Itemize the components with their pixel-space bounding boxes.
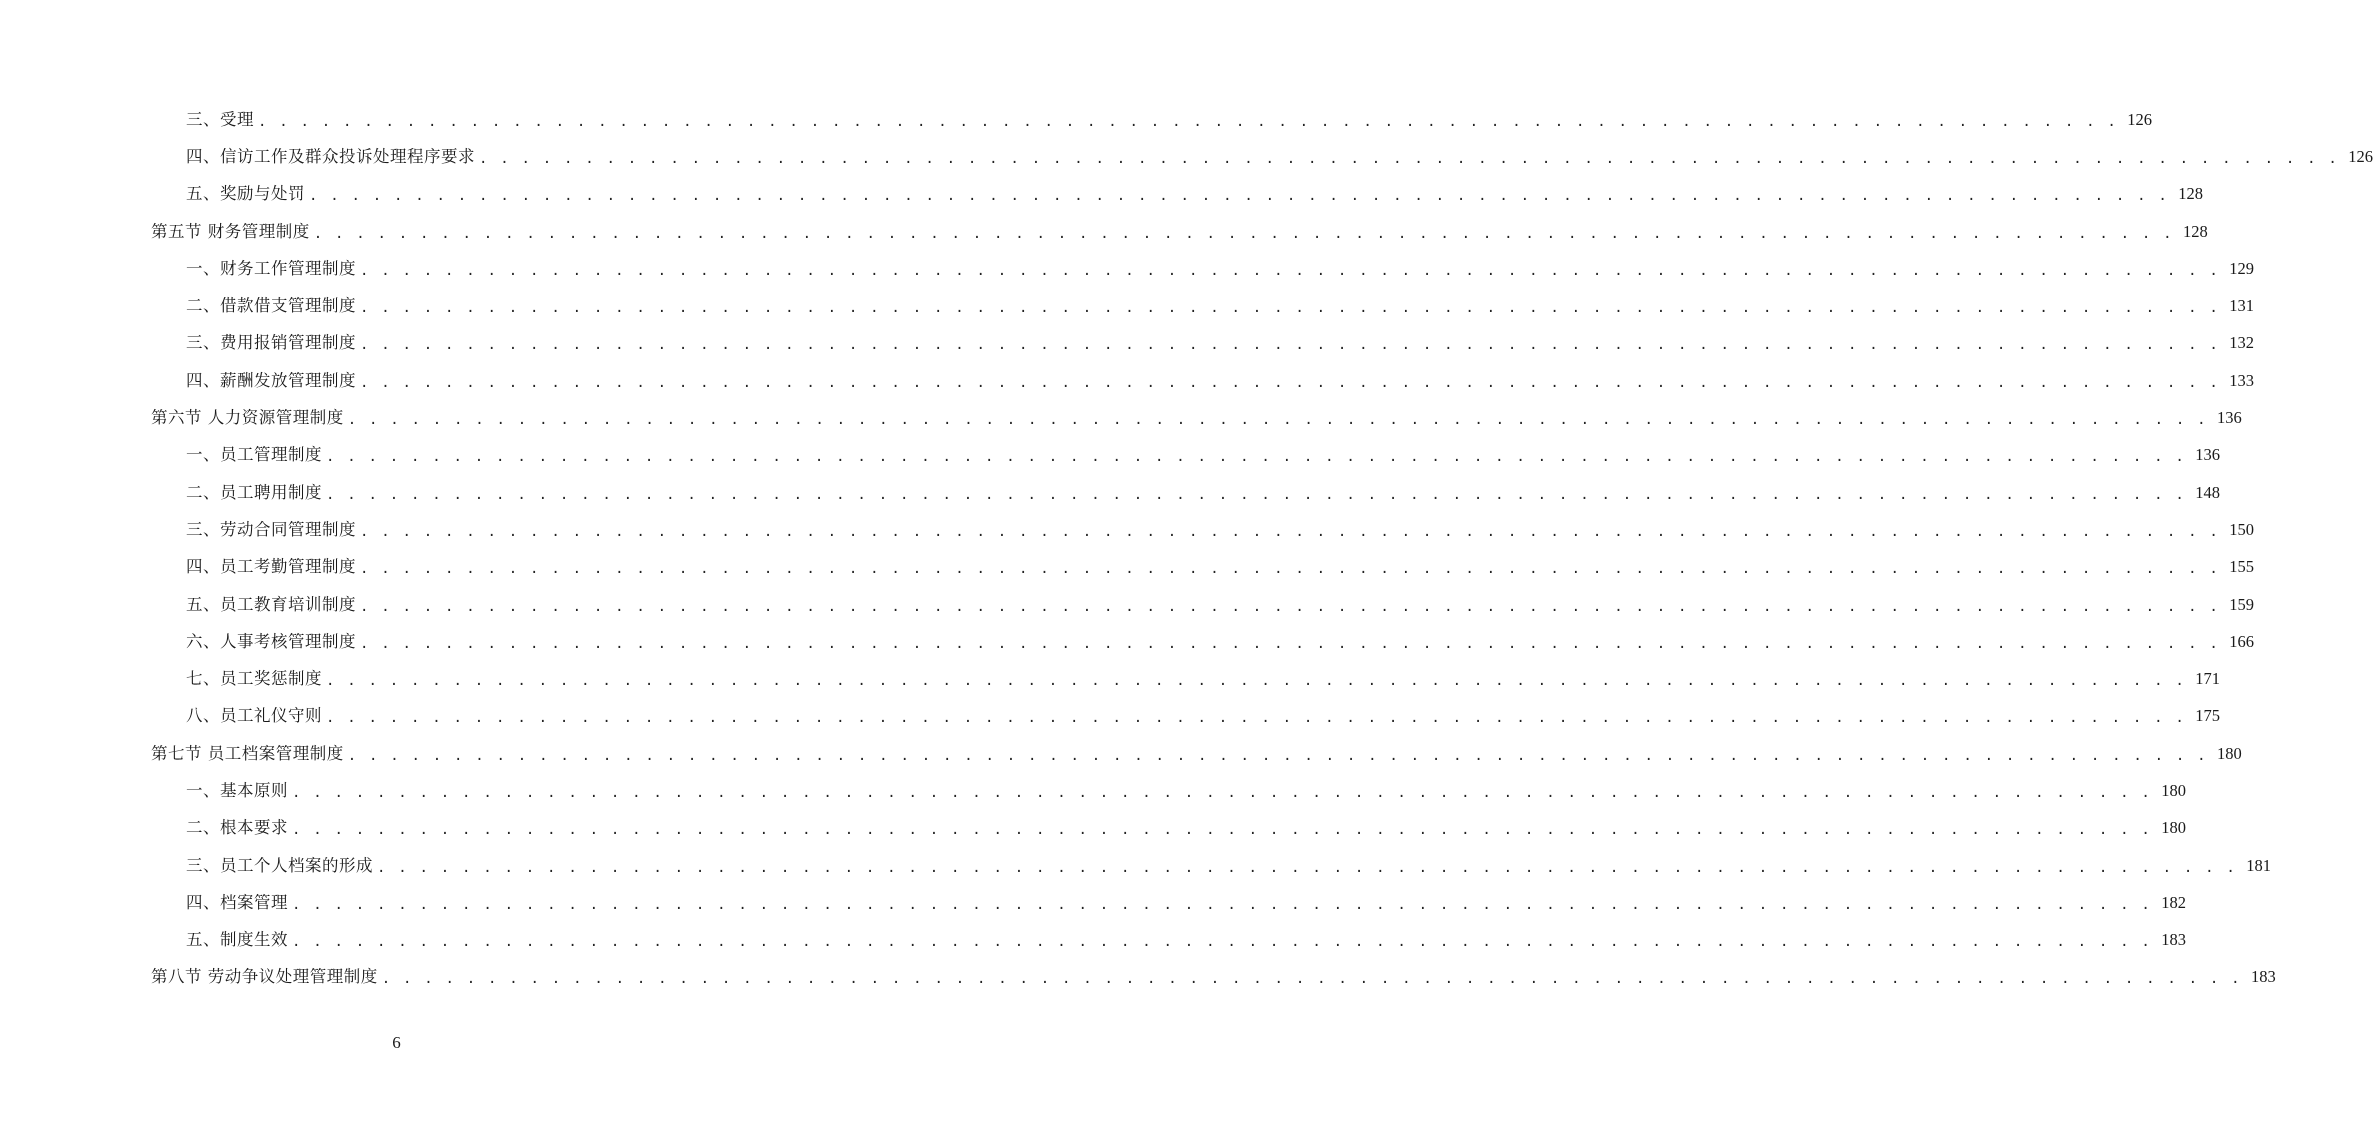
toc-entry-page: 182 xyxy=(2161,892,2187,912)
toc-entry-row[interactable] xyxy=(0,660,2221,697)
dot-leader: . . . . . . . . . . . . . . . . . . . . . . . . . . . . . . . . . . . . . . . . . . . . . . . . . . . . . . . . . . . . . . . . . . . . . . . . . . . . . . . . . . . . . . . . xyxy=(360,300,2221,317)
dot-leader: . . . . . . . . . . . . . . . . . . . . . . . . . . . . . . . . . . . . . . . . . . . . . . . . . . . . . . . . . . . . . . . . . . . . . . . . . . . . . . . . . . . . . . . . xyxy=(258,113,2119,130)
toc-entry-page: 175 xyxy=(2195,706,2221,726)
toc-entry-page: 180 xyxy=(2161,818,2187,838)
toc-entry-page: 131 xyxy=(2229,296,2255,316)
toc-entry-title: 二、员工聘用制度 xyxy=(186,482,322,502)
toc-entry-row[interactable] xyxy=(0,511,2255,548)
toc-entry-title: 四、档案管理 xyxy=(186,892,288,912)
toc-entry-page: 159 xyxy=(2229,594,2255,614)
dot-leader: . . . . . . . . . . . . . . . . . . . . . . . . . . . . . . . . . . . . . . . . . . . . . . . . . . . . . . . . . . . . . . . . . . . . . . . . . . . . . . . . . . . . . . . . xyxy=(360,598,2221,615)
dot-leader: . . . . . . . . . . . . . . . . . . . . . . . . . . . . . . . . . . . . . . . . . . . . . . . . . . . . . . . . . . . . . . . . . . . . . . . . . . . . . . . . . . . . . . . . xyxy=(326,710,2187,727)
toc-entry-title: 八、员工礼仪守则 xyxy=(186,706,322,726)
toc-entry-title: 五、员工教育培训制度 xyxy=(186,594,356,614)
table-of-contents xyxy=(0,101,2373,996)
dot-leader: . . . . . . . . . . . . . . . . . . . . . . . . . . . . . . . . . . . . . . . . . . . . . . . . . . . . . . . . . . . . . . . . . . . . . . . . . . . . . . . . . . . . . . . . xyxy=(377,859,2238,876)
dot-leader: . . . . . . . . . . . . . . . . . . . . . . . . . . . . . . . . . . . . . . . . . . . . . . . . . . . . . . . . . . . . . . . . . . . . . . . . . . . . . . . . . . . . . . . . xyxy=(326,486,2187,503)
toc-entry-row[interactable] xyxy=(0,549,2255,586)
toc-entry-title: 三、劳动合同管理制度 xyxy=(186,519,356,539)
dot-leader: . . . . . . . . . . . . . . . . . . . . . . . . . . . . . . . . . . . . . . . . . . . . . . . . . . . . . . . . . . . . . . . . . . . . . . . . . . . . . . . . . . . . . . . . xyxy=(292,934,2153,951)
toc-entry-row[interactable] xyxy=(0,474,2221,511)
toc-entry-page: 126 xyxy=(2127,109,2153,129)
toc-entry-page: 150 xyxy=(2229,519,2255,539)
toc-entry-page: 132 xyxy=(2229,333,2255,353)
toc-entry-page: 136 xyxy=(2195,445,2221,465)
toc-section-row[interactable] xyxy=(0,213,2208,250)
toc-entry-page: 180 xyxy=(2161,780,2187,800)
toc-entry-title: 六、人事考核管理制度 xyxy=(186,631,356,651)
dot-leader: . . . . . . . . . . . . . . . . . . . . . . . . . . . . . . . . . . . . . . . . . . . . . . . . . . . . . . . . . . . . . . . . . . . . . . . . . . . . . . . . . . . . . . . . xyxy=(360,374,2221,391)
dot-leader: . . . . . . . . . . . . . . . . . . . . . . . . . . . . . . . . . . . . . . . . . . . . . . . . . . . . . . . . . . . . . . . . . . . . . . . . . . . . . . . . . . . . . . . . xyxy=(292,822,2153,839)
toc-entry-row[interactable] xyxy=(0,101,2153,138)
toc-entry-page: 129 xyxy=(2229,258,2255,278)
toc-entry-page: 128 xyxy=(2183,221,2208,241)
toc-entry-row[interactable] xyxy=(0,437,2221,474)
toc-entry-row[interactable] xyxy=(0,623,2255,660)
toc-entry-title: 一、基本原则 xyxy=(186,780,288,800)
dot-leader: . . . . . . . . . . . . . . . . . . . . . . . . . . . . . . . . . . . . . . . . . . . . . . . . . . . . . . . . . . . . . . . . . . . . . . . . . . . . . . . . . . . . . . . . xyxy=(347,747,2208,764)
toc-entry-page: 183 xyxy=(2251,967,2276,987)
toc-entry-title: 一、员工管理制度 xyxy=(186,445,322,465)
dot-leader: . . . . . . . . . . . . . . . . . . . . . . . . . . . . . . . . . . . . . . . . . . . . . . . . . . . . . . . . . . . . . . . . . . . . . . . . . . . . . . . . . . . . . . . . xyxy=(360,262,2221,279)
toc-entry-title: 五、制度生效 xyxy=(186,930,288,950)
toc-section-row[interactable] xyxy=(0,959,2276,996)
toc-entry-row[interactable] xyxy=(0,884,2187,921)
toc-entry-page: 166 xyxy=(2229,631,2255,651)
toc-section-row[interactable] xyxy=(0,735,2242,772)
toc-entry-page: 126 xyxy=(2348,146,2373,166)
toc-entry-title: 四、信访工作及群众投诉处理程序要求 xyxy=(186,146,475,166)
toc-entry-page: 133 xyxy=(2229,370,2255,390)
page-number: 6 xyxy=(392,1033,401,1052)
toc-entry-row[interactable] xyxy=(0,847,2272,884)
toc-entry-page: 180 xyxy=(2217,743,2242,763)
toc-entry-title: 四、员工考勤管理制度 xyxy=(186,557,356,577)
dot-leader: . . . . . . . . . . . . . . . . . . . . . . . . . . . . . . . . . . . . . . . . . . . . . . . . . . . . . . . . . . . . . . . . . . . . . . . . . . . . . . . . . . . . . . . . xyxy=(292,784,2153,801)
toc-entry-title: 第五节 财务管理制度 xyxy=(151,221,310,241)
toc-entry-row[interactable] xyxy=(0,586,2255,623)
toc-entry-title: 二、根本要求 xyxy=(186,818,288,838)
toc-entry-title: 四、薪酬发放管理制度 xyxy=(186,370,356,390)
dot-leader: . . . . . . . . . . . . . . . . . . . . . . . . . . . . . . . . . . . . . . . . . . . . . . . . . . . . . . . . . . . . . . . . . . . . . . . . . . . . . . . . . . . . . . . . xyxy=(313,225,2174,242)
toc-entry-row[interactable] xyxy=(0,287,2255,324)
toc-entry-row[interactable] xyxy=(0,325,2255,362)
toc-entry-page: 128 xyxy=(2178,184,2204,204)
toc-entry-row[interactable] xyxy=(0,250,2255,287)
toc-entry-title: 第八节 劳动争议处理管理制度 xyxy=(151,967,378,987)
dot-leader: . . . . . . . . . . . . . . . . . . . . . . . . . . . . . . . . . . . . . . . . . . . . . . . . . . . . . . . . . . . . . . . . . . . . . . . . . . . . . . . . . . . . . . . . xyxy=(360,635,2221,652)
toc-entry-title: 第七节 员工档案管理制度 xyxy=(151,743,344,763)
dot-leader: . . . . . . . . . . . . . . . . . . . . . . . . . . . . . . . . . . . . . . . . . . . . . . . . . . . . . . . . . . . . . . . . . . . . . . . . . . . . . . . . . . . . . . . . xyxy=(309,188,2170,205)
toc-entry-title: 第六节 人力资源管理制度 xyxy=(151,408,344,428)
toc-entry-page: 148 xyxy=(2195,482,2221,502)
toc-entry-page: 183 xyxy=(2161,930,2187,950)
toc-entry-page: 171 xyxy=(2195,669,2221,689)
toc-entry-title: 一、财务工作管理制度 xyxy=(186,258,356,278)
toc-entry-page: 136 xyxy=(2217,408,2242,428)
toc-entry-row[interactable] xyxy=(0,772,2187,809)
dot-leader: . . . . . . . . . . . . . . . . . . . . . . . . . . . . . . . . . . . . . . . . . . . . . . . . . . . . . . . . . . . . . . . . . . . . . . . . . . . . . . . . . . . . . . . . xyxy=(360,337,2221,354)
toc-entry-row[interactable] xyxy=(0,138,2373,175)
toc-entry-row[interactable] xyxy=(0,698,2221,735)
toc-entry-title: 三、费用报销管理制度 xyxy=(186,333,356,353)
toc-entry-title: 五、奖励与处罚 xyxy=(186,184,305,204)
toc-entry-row[interactable] xyxy=(0,922,2187,959)
dot-leader: . . . . . . . . . . . . . . . . . . . . . . . . . . . . . . . . . . . . . . . . . . . . . . . . . . . . . . . . . . . . . . . . . . . . . . . . . . . . . . . . . . . . . . . . xyxy=(326,673,2187,690)
toc-entry-page: 155 xyxy=(2229,557,2255,577)
dot-leader: . . . . . . . . . . . . . . . . . . . . . . . . . . . . . . . . . . . . . . . . . . . . . . . . . . . . . . . . . . . . . . . . . . . . . . . . . . . . . . . . . . . . . . . . xyxy=(360,523,2221,540)
toc-entry-page: 181 xyxy=(2246,855,2272,875)
toc-entry-row[interactable] xyxy=(0,176,2204,213)
toc-entry-title: 三、员工个人档案的形成 xyxy=(186,855,373,875)
dot-leader: . . . . . . . . . . . . . . . . . . . . . . . . . . . . . . . . . . . . . . . . . . . . . . . . . . . . . . . . . . . . . . . . . . . . . . . . . . . . . . . . . . . . . . . . xyxy=(479,150,2340,167)
toc-entry-row[interactable] xyxy=(0,362,2255,399)
dot-leader: . . . . . . . . . . . . . . . . . . . . . . . . . . . . . . . . . . . . . . . . . . . . . . . . . . . . . . . . . . . . . . . . . . . . . . . . . . . . . . . . . . . . . . . . xyxy=(360,561,2221,578)
dot-leader: . . . . . . . . . . . . . . . . . . . . . . . . . . . . . . . . . . . . . . . . . . . . . . . . . . . . . . . . . . . . . . . . . . . . . . . . . . . . . . . . . . . . . . . . xyxy=(326,449,2187,466)
dot-leader: . . . . . . . . . . . . . . . . . . . . . . . . . . . . . . . . . . . . . . . . . . . . . . . . . . . . . . . . . . . . . . . . . . . . . . . . . . . . . . . . . . . . . . . . xyxy=(381,971,2242,988)
toc-entry-row[interactable] xyxy=(0,810,2187,847)
dot-leader: . . . . . . . . . . . . . . . . . . . . . . . . . . . . . . . . . . . . . . . . . . . . . . . . . . . . . . . . . . . . . . . . . . . . . . . . . . . . . . . . . . . . . . . . xyxy=(292,896,2153,913)
toc-entry-title: 二、借款借支管理制度 xyxy=(186,296,356,316)
toc-section-row[interactable] xyxy=(0,399,2242,436)
toc-entry-title: 七、员工奖惩制度 xyxy=(186,669,322,689)
toc-entry-title: 三、受理 xyxy=(186,109,254,129)
dot-leader: . . . . . . . . . . . . . . . . . . . . . . . . . . . . . . . . . . . . . . . . . . . . . . . . . . . . . . . . . . . . . . . . . . . . . . . . . . . . . . . . . . . . . . . . xyxy=(347,412,2208,429)
